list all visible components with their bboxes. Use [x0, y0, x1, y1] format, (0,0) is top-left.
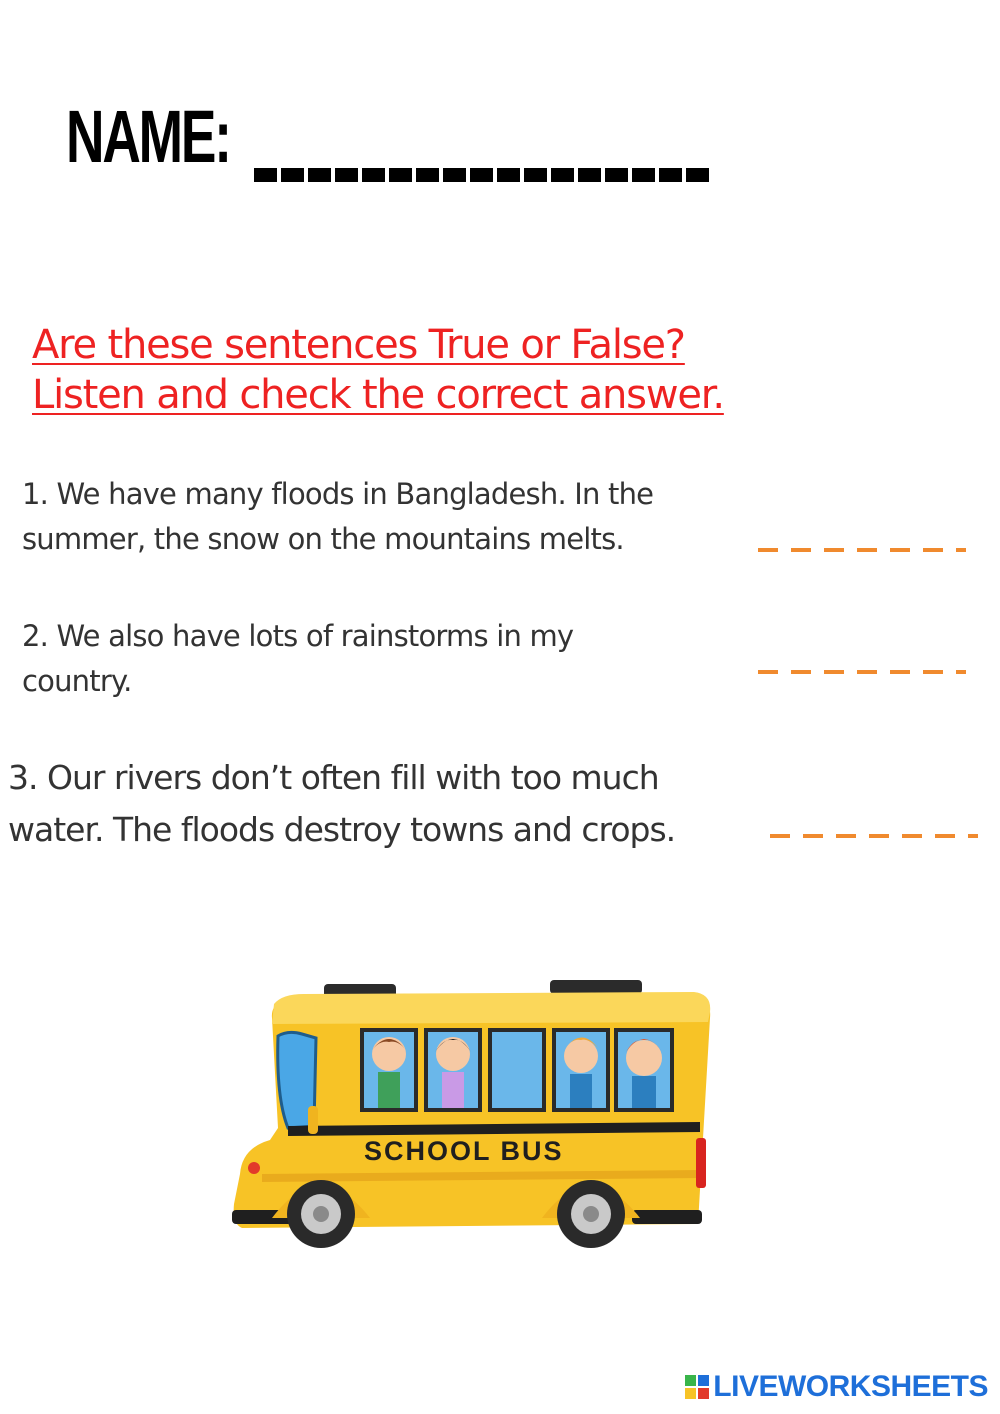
instructions [32, 320, 792, 420]
school-bus-illustration [232, 978, 722, 1258]
liveworksheets-logo-text: LIVEWORKSHEETS [713, 1370, 988, 1403]
question-3 [8, 752, 768, 856]
liveworksheets-logo [685, 1372, 988, 1402]
answer-field-1[interactable] [758, 548, 966, 552]
instructions-line-1: Are these sentences True or False? [32, 322, 685, 368]
question-1-line-2: summer, the snow on the mountains melts. [22, 522, 624, 556]
answer-field-2[interactable] [758, 670, 966, 674]
name-answer-field[interactable] [254, 168, 712, 182]
question-1 [22, 472, 762, 562]
question-2-line-2: country. [22, 664, 132, 698]
question-3-line-1: 3. Our rivers don’t often fill with too much [8, 758, 659, 797]
question-3-line-2: water. The floods destroy towns and crops. [8, 810, 676, 849]
liveworksheets-logo-icon [685, 1375, 709, 1399]
question-2 [22, 614, 762, 704]
instructions-line-2: Listen and check the correct answer. [32, 372, 724, 418]
question-1-line-1: 1. We have many floods in Bangladesh. In the [22, 477, 654, 511]
bus-label: SCHOOL BUS [364, 1136, 564, 1166]
answer-field-3[interactable] [770, 834, 978, 838]
question-2-line-1: 2. We also have lots of rainstorms in my [22, 619, 574, 653]
name-label: NAME: [66, 95, 230, 178]
